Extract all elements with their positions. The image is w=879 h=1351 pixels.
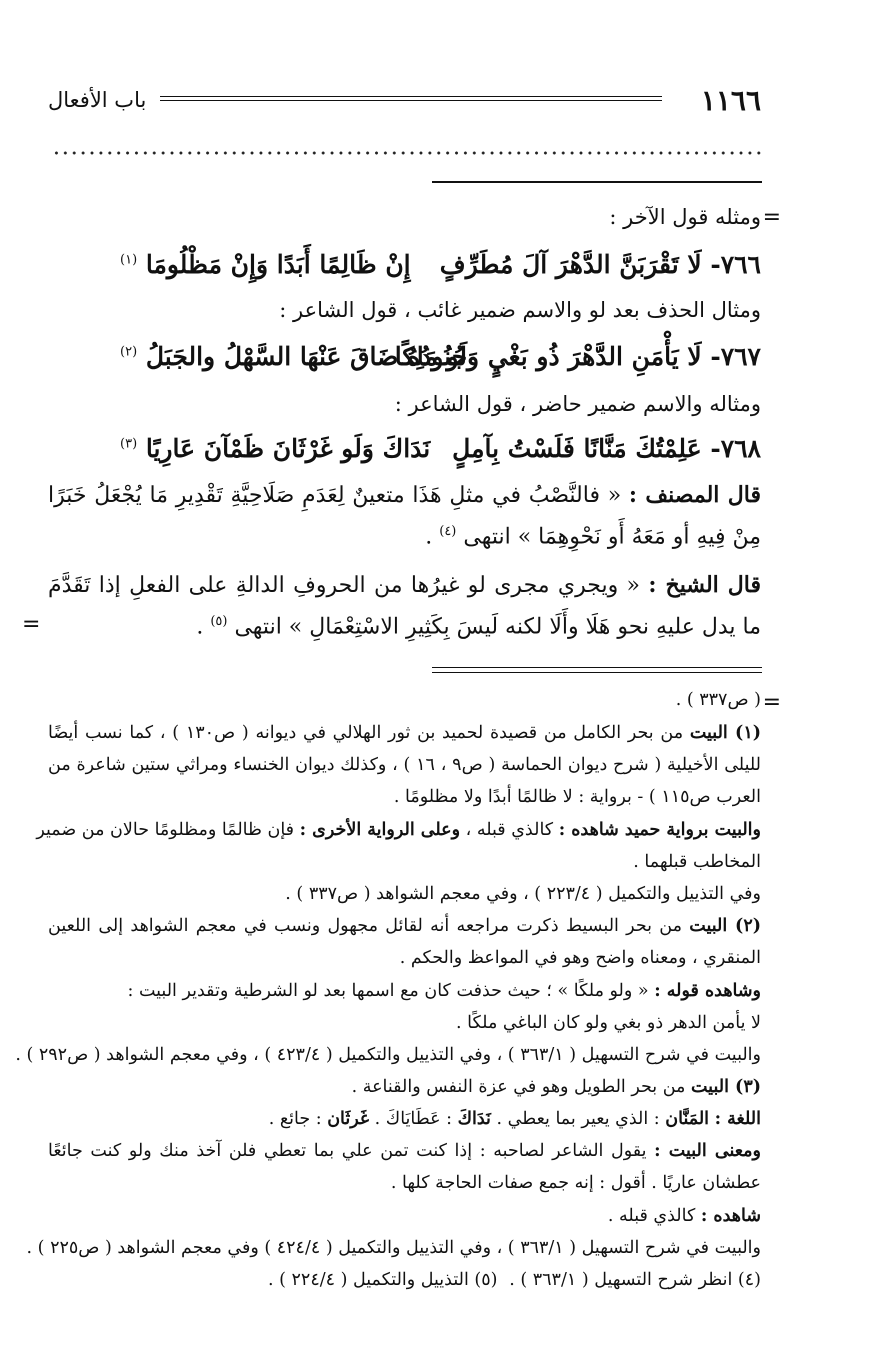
footnote-line: [48, 1270, 761, 1290]
quote-text: « فالنَّصْبُ في مثلِ هَذَا متعينٌ لِعَدَمِ صَلَاحِيَّةِ تَقْدِيرِ مَا يُجْعَلُ خَبَرًا: [48, 483, 622, 508]
footnote-text: من بحر البسيط ذكرت مراجعه أنه لقائل مجهول ونسب في معجم الشواهد إلى اللعين: [48, 916, 682, 936]
verse-767: [40, 342, 761, 376]
footnote-label: اللغة :: [714, 1109, 761, 1129]
author-quote-line: [48, 482, 761, 508]
footnote-line: المخاطب قبلهما .: [633, 852, 761, 872]
footnote-ref: (١): [120, 252, 138, 268]
footnote-line: العرب ص١١٥ ) - برواية : لا ظالمًا أبدًا ولا مظلومًا .: [393, 787, 761, 807]
footnote-term: نَدَاكَ: [457, 1109, 491, 1129]
verse-hemistich: ٧٦٦- لَا تَقْرَبَنَّ الدَّهْرَ آلَ مُطَرِّفٍ: [439, 250, 761, 279]
footnote-line: والبيت في شرح التسهيل ( ٣٦٣/١ ) ، وفي التذييل والتكميل ( ٤٢٤/٤ ) وفي معجم الشواهد ( ص٢٢٥ ) .: [26, 1238, 761, 1258]
section-rule: [432, 181, 762, 183]
footnote-text: : جائع .: [268, 1109, 322, 1129]
footnote-line: ( ص٣٣٧ ) .: [675, 690, 761, 710]
footnote-text: : عَطَايَاكَ .: [374, 1109, 452, 1129]
footnote-label: (٣) البيت: [691, 1077, 761, 1097]
footnote-text: من بحر الطويل وهو في عزة النفس والقناعة .: [351, 1077, 686, 1097]
footnote-text: فإن ظالمًا ومظلومًا حالان من ضمير: [36, 820, 295, 840]
footnote-text: من بحر الكامل من قصيدة لحميد بن ثور الهلالي في ديوانه ( ص١٣٠ ) ، كما نسب أيضًا: [48, 723, 684, 743]
quote-label: قال المصنف :: [628, 482, 761, 508]
quote-label: قال الشيخ :: [648, 572, 761, 598]
footnote-text: (٥) التذييل والتكميل ( ٢٢٤/٤ ) .: [268, 1270, 498, 1290]
intro-line: ومثال الحذف بعد لو والاسم ضمير غائب ، قول الشاعر :: [279, 298, 761, 322]
footnote-label: شاهده :: [700, 1206, 761, 1226]
footnote-line: [48, 1141, 761, 1161]
footnote-line: عطشان عاريًا . أقول : إنه جمع صفات الحاجة كلها .: [390, 1173, 761, 1193]
quote-text: ما يدل عليهِ نحو هَلَا وأَلَا لكنه لَيسَ بِكَثِيرِ الاسْتِعْمَالِ » انتهى: [234, 614, 761, 640]
footnote-label: والبيت برواية حميد شاهده :: [558, 820, 761, 840]
footnote-line: والبيت في شرح التسهيل ( ٣٦٣/١ ) ، وفي التذييل والتكميل ( ٤٢٣/٤ ) ، وفي معجم الشواهد ( ص٢٩٢ ) .: [15, 1045, 761, 1065]
footnote-label: (١) البيت: [689, 723, 761, 743]
footnote-line: [48, 1077, 761, 1097]
footnote-text: يقول الشاعر لصاحبه : إذا كنت تمن علي بما تعطي فلن آخذ منك ولو كنت جائعًا: [48, 1141, 647, 1161]
verse-766: [40, 250, 761, 284]
footnote-text: كالذي قبله ،: [465, 820, 554, 840]
intro-line: ومثاله والاسم ضمير حاضر ، قول الشاعر :: [394, 392, 761, 416]
footnote-line: [48, 1109, 761, 1129]
footnote-line: [48, 1206, 761, 1226]
footnote-label: (٢) البيت: [689, 916, 761, 936]
continuation-mark: =: [22, 612, 41, 637]
header-rule: [160, 96, 662, 101]
footnote-line: [48, 981, 761, 1001]
footnote-line: لليلى الأخيلية ( شرح ديوان الحماسة ( ص٩ ، ١٦ ) ، وكذلك ديوان الخنساء ومراثي ستين شاعرة من: [48, 755, 762, 775]
footnote-line: المنقري ، ومعناه واضح وهو في المواعظ والحكم .: [399, 948, 761, 968]
intro-line: ومثله قول الآخر :: [609, 205, 761, 229]
chapter-title: باب الأفعال: [48, 88, 147, 112]
footnote-label: وعلى الرواية الأخرى :: [299, 820, 461, 840]
verse-hemistich: إِنْ ظَالِمًا أَبَدًا وَإِنْ مَظْلُومَا: [145, 250, 411, 279]
footnote-line: [36, 820, 761, 840]
shaykh-quote-line: [48, 572, 761, 598]
continuation-mark: =: [762, 690, 781, 715]
quote-text: مِنْ فِيهِ أو مَعَهُ أَو نَحْوِهِمَا » انتهى: [463, 524, 761, 550]
verse-hemistich: ٧٦٧- لَا يَأْمَنِ الدَّهْرَ ذُو بَغْيٍ وَلَو مَلِكًا: [394, 342, 761, 371]
verse-hemistich: نَدَاكَ وَلَو غَرْثَانَ ظَمْآنَ عَارِيًا: [145, 434, 431, 463]
footnote-ref: (٣): [120, 436, 138, 452]
footnote-term: المَنَّان: [665, 1109, 710, 1129]
quote-end: .: [196, 614, 204, 640]
footnote-rule: [432, 667, 762, 673]
footnote-ref: (٥): [210, 614, 228, 629]
quote-end: .: [425, 524, 433, 550]
quote-text: « ويجري مجرى لو غيرُها من الحروفِ الدالةِ على الفعلِ إذا تَقَدَّمَ: [48, 573, 641, 598]
footnote-text: كالذي قبله .: [607, 1206, 696, 1226]
footnote-line: لا يأمن الدهر ذو بغي ولو كان الباغي ملكًا .: [456, 1013, 761, 1033]
page-number: ١١٦٦: [700, 84, 761, 117]
author-quote-line: [40, 524, 761, 549]
footnote-ref: (٤): [439, 524, 457, 539]
footnote-label: وشاهده قوله :: [654, 981, 761, 1001]
footnote-line: [48, 916, 761, 936]
verse-768: [40, 434, 761, 468]
verse-hemistich: ٧٦٨- عَلِمْتُكَ مَنَّانًا فَلَسْتُ بِآمِلٍ: [452, 434, 761, 463]
continuation-mark: =: [762, 205, 781, 230]
footnote-line: [48, 723, 761, 743]
footnote-ref: (٢): [120, 344, 138, 360]
verse-hemistich: جُنُودُهُ ضَاقَ عَنْهَا السَّهْلُ والجَبَلُ: [145, 342, 468, 371]
footnote-label: ومعنى البيت :: [654, 1141, 762, 1161]
footnote-text: « ولو ملكًا » ؛ حيث حذفت كان مع اسمها بعد لو الشرطية وتقدير البيت :: [127, 981, 649, 1001]
footnote-term: غَرثَان: [327, 1109, 370, 1129]
footnote-line: وفي التذييل والتكميل ( ٢٢٣/٤ ) ، وفي معجم الشواهد ( ص٣٣٧ ) .: [285, 884, 761, 904]
footnote-text: (٤) انظر شرح التسهيل ( ٣٦٣/١ ) .: [509, 1270, 761, 1290]
footnote-text: : الذي يعير بما يعطي .: [496, 1109, 660, 1129]
shaykh-quote-line: [56, 614, 761, 639]
dotted-separator: [52, 150, 762, 156]
